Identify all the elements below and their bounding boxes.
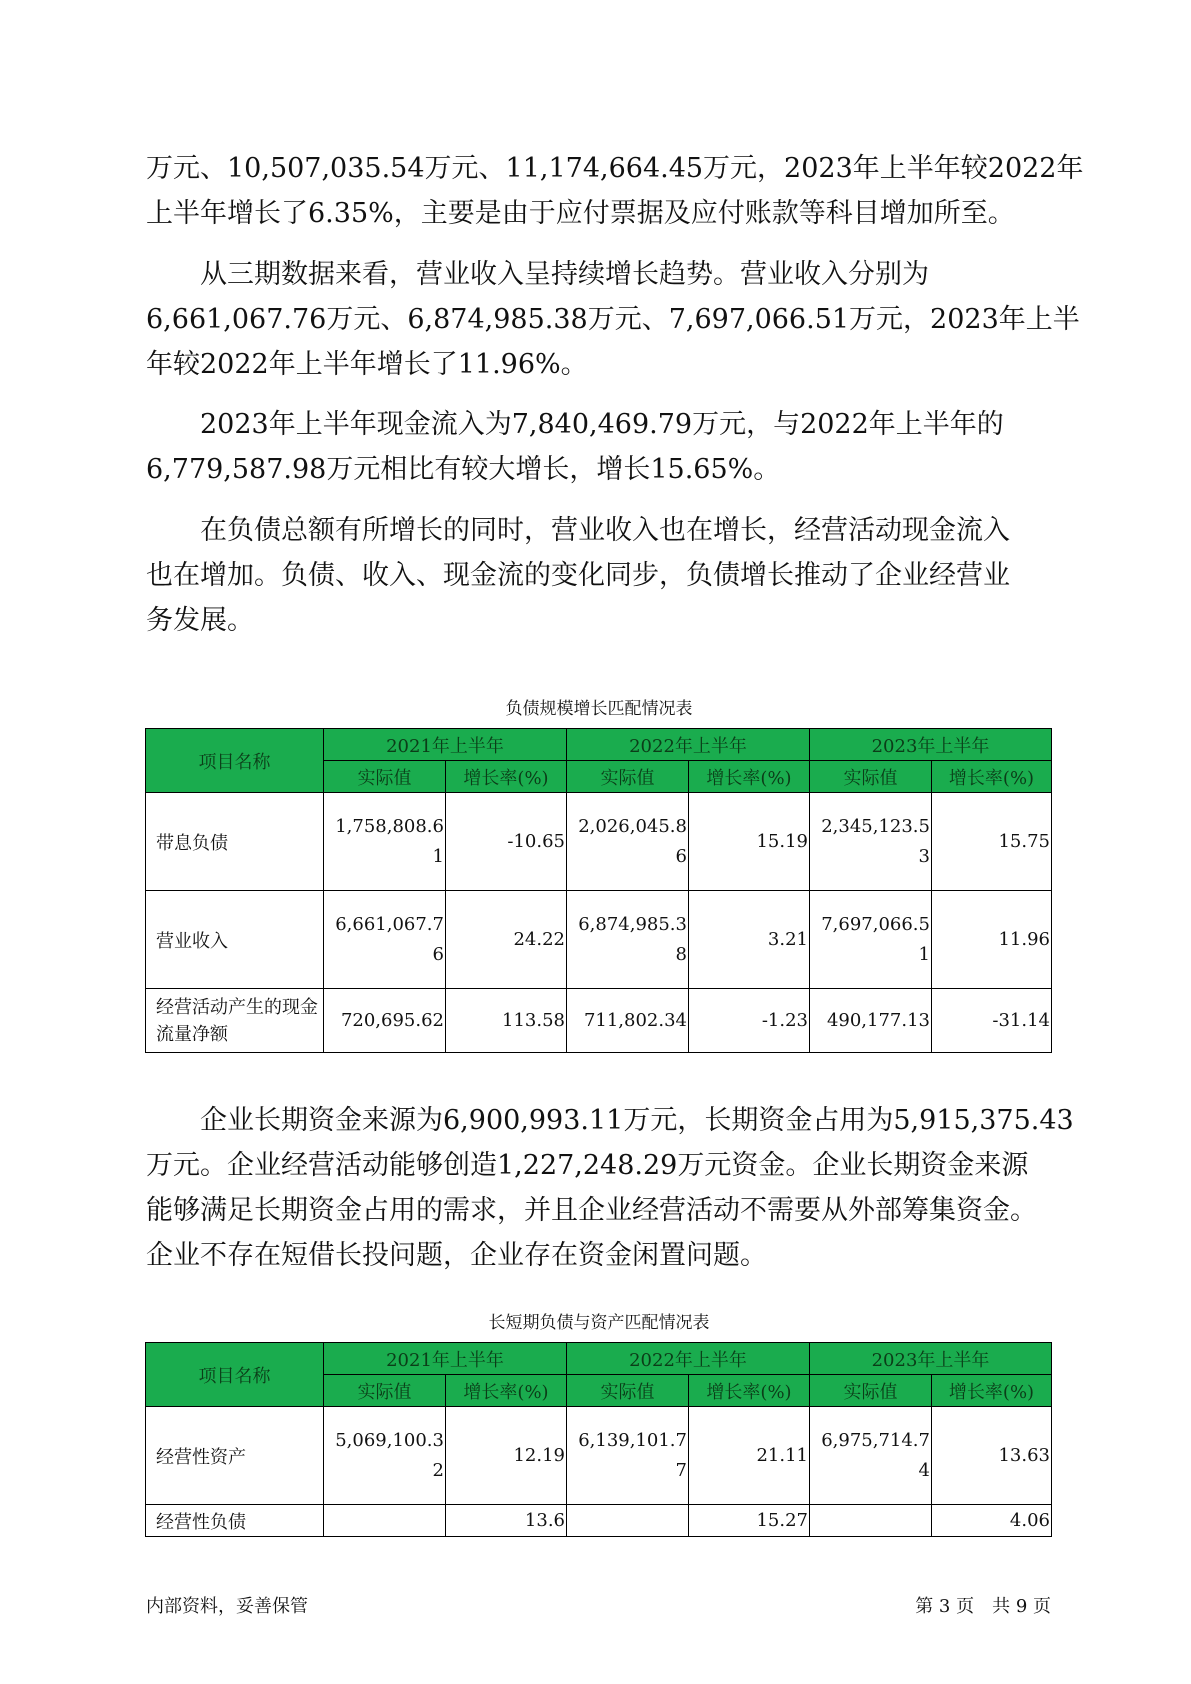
column-header-item-name: 项目名称 <box>146 729 324 793</box>
cell-growth: 113.58 <box>446 989 567 1053</box>
text-line: 万元、10,507,035.54万元、11,174,664.45万元，2023年上半年较2022年 <box>146 153 1084 184</box>
row-label: 营业收入 <box>146 891 324 989</box>
row-label: 经营性资产 <box>146 1407 324 1505</box>
cell-actual: 6,139,101.77 <box>567 1407 689 1505</box>
sub-header-growth: 增长率(%) <box>446 761 567 793</box>
text-line: 万元。企业经营活动能够创造1,227,248.29万元资金。企业长期资金来源 <box>146 1150 1029 1181</box>
text-line: 也在增加。负债、收入、现金流的变化同步，负债增长推动了企业经营业 <box>146 560 1010 591</box>
text-line: 6,779,587.98万元相比有较大增长，增长15.65%。 <box>146 454 781 485</box>
cell-growth: -31.14 <box>932 989 1052 1053</box>
page-number: 第 3 页 共 9 页 <box>915 1596 1051 1617</box>
text-line: 在负债总额有所增长的同时，营业收入也在增长，经营活动现金流入 <box>146 515 1010 546</box>
cell-growth: 11.96 <box>932 891 1052 989</box>
column-header-year: 2021年上半年 <box>324 1343 567 1375</box>
text-line: 务发展。 <box>146 605 254 636</box>
cell-actual: 1,758,808.61 <box>324 793 446 891</box>
column-header-year: 2022年上半年 <box>567 729 810 761</box>
sub-header-actual: 实际值 <box>324 761 446 793</box>
table-row <box>146 1407 1052 1505</box>
paragraph-5 <box>146 1098 1074 1278</box>
cell-actual: 5,069,100.32 <box>324 1407 446 1505</box>
table-row <box>146 1505 1052 1537</box>
debt-scale-table <box>145 728 1052 1053</box>
cell-growth: 15.75 <box>932 793 1052 891</box>
cell-actual: 490,177.13 <box>810 989 932 1053</box>
footer-confidential-note: 内部资料，妥善保管 <box>146 1596 308 1617</box>
paragraph-1 <box>146 146 1084 236</box>
paragraph-4 <box>146 508 1052 643</box>
row-label: 经营活动产生的现金流量净额 <box>146 989 324 1053</box>
cell-actual: 720,695.62 <box>324 989 446 1053</box>
text-line: 企业长期资金来源为6,900,993.11万元，长期资金占用为5,915,375.43 <box>146 1105 1074 1136</box>
text-line: 企业不存在短借长投问题，企业存在资金闲置问题。 <box>146 1240 767 1271</box>
row-label: 带息负债 <box>146 793 324 891</box>
text-line: 上半年增长了6.35%，主要是由于应付票据及应付账款等科目增加所至。 <box>146 198 1015 229</box>
cell-growth: 13.6 <box>446 1505 567 1537</box>
cell-growth: 24.22 <box>446 891 567 989</box>
table-1-caption: 负债规模增长匹配情况表 <box>505 699 693 719</box>
cell-growth: 13.63 <box>932 1407 1052 1505</box>
cell-growth: -1.23 <box>689 989 810 1053</box>
column-header-item-name: 项目名称 <box>146 1343 324 1407</box>
text-line: 年较2022年上半年增长了11.96%。 <box>146 349 588 380</box>
column-header-year: 2023年上半年 <box>810 729 1052 761</box>
cell-actual: 6,874,985.38 <box>567 891 689 989</box>
text-line: 2023年上半年现金流入为7,840,469.79万元，与2022年上半年的 <box>146 409 1004 440</box>
sub-header-growth: 增长率(%) <box>446 1375 567 1407</box>
text-line: 6,661,067.76万元、6,874,985.38万元、7,697,066.51万元，2023年上半 <box>146 304 1080 335</box>
column-header-year: 2023年上半年 <box>810 1343 1052 1375</box>
sub-header-actual: 实际值 <box>324 1375 446 1407</box>
table-row <box>146 989 1052 1053</box>
cell-actual <box>810 1505 932 1537</box>
table-row <box>146 891 1052 989</box>
row-label: 经营性负债 <box>146 1505 324 1537</box>
sub-header-actual: 实际值 <box>810 761 932 793</box>
cell-growth: 4.06 <box>932 1505 1052 1537</box>
paragraph-3 <box>146 402 1052 492</box>
sub-header-actual: 实际值 <box>567 1375 689 1407</box>
cell-actual: 2,026,045.86 <box>567 793 689 891</box>
sub-header-actual: 实际值 <box>810 1375 932 1407</box>
column-header-year: 2022年上半年 <box>567 1343 810 1375</box>
cell-growth: 15.19 <box>689 793 810 891</box>
cell-growth: -10.65 <box>446 793 567 891</box>
cell-actual <box>324 1505 446 1537</box>
sub-header-growth: 增长率(%) <box>932 1375 1052 1407</box>
cell-growth: 15.27 <box>689 1505 810 1537</box>
sub-header-growth: 增长率(%) <box>689 761 810 793</box>
cell-actual: 7,697,066.51 <box>810 891 932 989</box>
table-2-caption: 长短期负债与资产匹配情况表 <box>488 1313 710 1333</box>
sub-header-growth: 增长率(%) <box>689 1375 810 1407</box>
cell-actual: 711,802.34 <box>567 989 689 1053</box>
column-header-year: 2021年上半年 <box>324 729 567 761</box>
cell-growth: 3.21 <box>689 891 810 989</box>
cell-growth: 21.11 <box>689 1407 810 1505</box>
cell-actual: 6,975,714.74 <box>810 1407 932 1505</box>
asset-liability-table <box>145 1342 1052 1537</box>
sub-header-actual: 实际值 <box>567 761 689 793</box>
table-row <box>146 793 1052 891</box>
text-line: 从三期数据来看，营业收入呈持续增长趋势。营业收入分别为 <box>146 259 929 290</box>
cell-growth: 12.19 <box>446 1407 567 1505</box>
sub-header-growth: 增长率(%) <box>932 761 1052 793</box>
cell-actual <box>567 1505 689 1537</box>
paragraph-2 <box>146 252 1080 387</box>
cell-actual: 6,661,067.76 <box>324 891 446 989</box>
text-line: 能够满足长期资金占用的需求，并且企业经营活动不需要从外部筹集资金。 <box>146 1195 1037 1226</box>
cell-actual: 2,345,123.53 <box>810 793 932 891</box>
